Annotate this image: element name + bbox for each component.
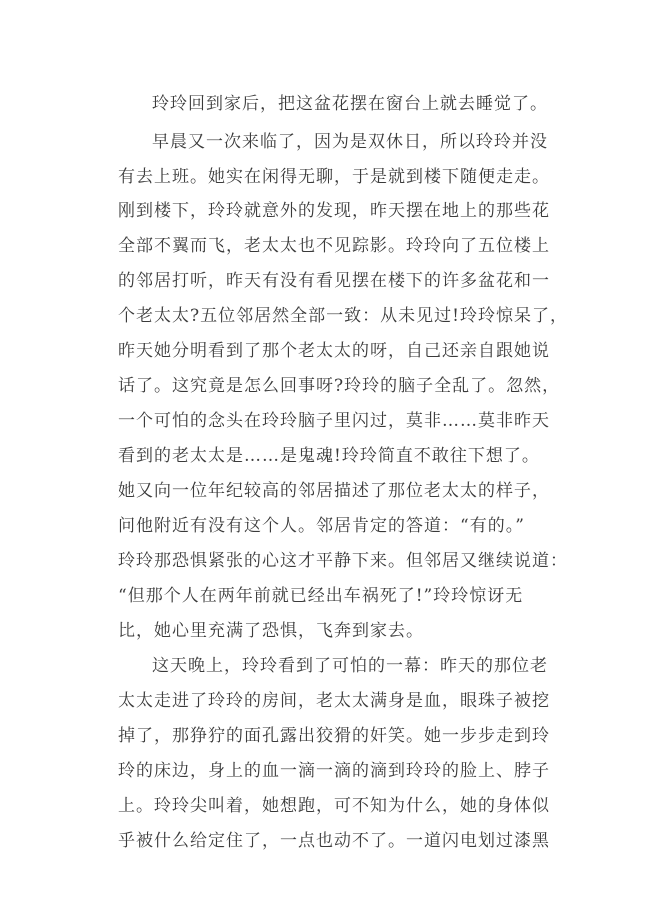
text-line: “但那个人在两年前就已经出车祸死了!”玲玲惊讶无 [118,586,524,606]
text-line: 刚到楼下，玲玲就意外的发现，昨天摆在地上的那些花 [118,201,550,221]
text-line: 玲玲那恐惧紧张的心这才平静下来。但邻居又继续说道： [118,551,568,571]
text-line: 有去上班。她实在闲得无聊，于是就到楼下随便走走。 [118,167,550,187]
text-line: 看到的老太太是……是鬼魂!玲玲简直不敢往下想了。 [118,446,540,466]
text-line: 话了。这究竟是怎么回事呀?玲玲的脑子全乱了。忽然， [118,376,561,396]
text-line: 玲玲回到家后，把这盆花摆在窗台上就去睡觉了。 [152,94,548,114]
text-line: 的邻居打听，昨天有没有看见摆在楼下的许多盆花和一 [118,271,550,291]
text-line: 太太走进了玲玲的房间，老太太满身是血，眼珠子被挖 [118,691,550,711]
text-line: 一个可怕的念头在玲玲脑子里闪过，莫非……莫非昨天 [118,411,550,431]
text-line: 个老太太?五位邻居然全部一致：从未见过!玲玲惊呆了， [118,306,568,326]
text-line: 这天晚上，玲玲看到了可怕的一幕：昨天的那位老 [152,656,548,676]
text-line: 掉了，那狰狞的面孔露出狡猾的奸笑。她一步步走到玲 [118,726,550,746]
text-line: 她又向一位年纪较高的邻居描述了那位老太太的样子， [118,481,550,501]
text-line: 昨天她分明看到了那个老太太的呀，自己还亲自跟她说 [118,341,550,361]
text-line: 全部不翼而飞，老太太也不见踪影。玲玲向了五位楼上 [118,236,550,256]
text-line: 上。玲玲尖叫着，她想跑，可不知为什么，她的身体似 [118,796,550,816]
text-line: 玲的床边，身上的血一滴一滴的滴到玲玲的脸上、脖子 [118,761,550,781]
text-line: 乎被什么给定住了，一点也动不了。一道闪电划过漆黑 [118,831,550,851]
text-line: 问他附近有没有这个人。邻居肯定的答道：“有的。” [118,516,525,536]
text-line: 早晨又一次来临了，因为是双休日，所以玲玲并没 [152,132,548,152]
text-line: 比，她心里充满了恐惧，飞奔到家去。 [118,621,424,641]
